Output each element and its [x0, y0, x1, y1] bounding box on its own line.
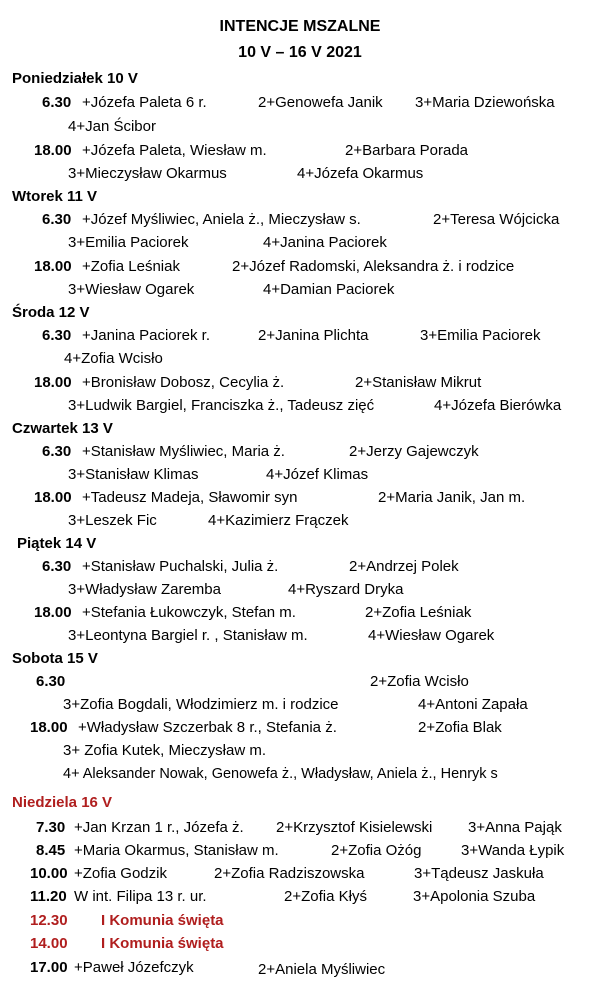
intention: +Józefa Paleta, Wiesław m. [82, 142, 267, 159]
mass-time: 18.00 [34, 258, 72, 275]
day-heading-tuesday: Wtorek 11 V [12, 188, 98, 205]
intention: 4+Antoni Zapała [418, 696, 528, 713]
intention: 4+Jan Ścibor [68, 118, 156, 135]
intention: 2+Janina Plichta [258, 327, 369, 344]
date-range: 10 V – 16 V 2021 [238, 44, 362, 61]
intention: 3+Emilia Paciorek [420, 327, 541, 344]
intention: 4+Zofia Wcisło [64, 350, 163, 367]
intention: 3+Apolonia Szuba [413, 888, 536, 905]
intention: +Maria Okarmus, Stanisław m. [74, 842, 279, 859]
mass-time: 6.30 [42, 443, 72, 460]
intention: 2+Zofia Radziszowska [214, 865, 365, 882]
intention: 2+Barbara Porada [345, 142, 469, 159]
intention: 2+Zofia Ożóg [331, 842, 422, 859]
intention: 3+Wiesław Ogarek [68, 281, 195, 298]
intention: 4+Józef Klimas [266, 466, 369, 483]
mass-time: 7.30 [36, 819, 66, 836]
intention: 3+Władysław Zaremba [68, 581, 221, 598]
intention: 4+ Aleksander Nowak, Genowefa ż., Władysław, Aniela ż., Henryk s [63, 766, 498, 782]
intention: 4+Janina Paciorek [263, 234, 387, 251]
intention: 2+Stanisław Mikrut [355, 374, 482, 391]
intention: 2+Andrzej Polek [349, 558, 459, 575]
first-communion-label: I Komunia święta [101, 935, 224, 952]
day-heading-monday: Poniedziałek 10 V [12, 70, 138, 87]
intention: 2+Zofia Blak [418, 719, 502, 736]
intention: 3+Stanisław Klimas [68, 466, 199, 483]
intention: 2+Krzysztof Kisielewski [276, 819, 433, 836]
mass-time: 17.00 [30, 959, 68, 976]
day-heading-friday: Piątek 14 V [17, 535, 97, 552]
mass-time: 6.30 [42, 211, 72, 228]
mass-time: 6.30 [42, 558, 72, 575]
mass-time: 6.30 [36, 673, 66, 690]
intention: +Zofia Godzik [74, 865, 167, 882]
intention: 4+Ryszard Dryka [288, 581, 404, 598]
intention: +Władysław Szczerbak 8 r., Stefania ż. [78, 719, 337, 736]
intention: 2+Zofia Kłyś [284, 888, 367, 905]
intention: +Jan Krzan 1 r., Józefa ż. [74, 819, 244, 836]
intention: +Janina Paciorek r. [82, 327, 210, 344]
day-heading-wednesday: Środa 12 V [12, 304, 90, 321]
intention: 2+Maria Janik, Jan m. [378, 489, 526, 506]
intention: +Józefa Paleta 6 r. [82, 94, 207, 111]
mass-time: 18.00 [34, 142, 72, 159]
intention: 4+Józefa Bierówka [434, 397, 562, 414]
intention: +Stanisław Myśliwiec, Maria ż. [82, 443, 285, 460]
intention: +Paweł Józefczyk [74, 959, 194, 976]
mass-time: 18.00 [34, 374, 72, 391]
intention: W int. Filipa 13 r. ur. [74, 888, 207, 905]
mass-time: 18.00 [34, 489, 72, 506]
intention: 2+Aniela Myśliwiec [258, 961, 386, 978]
intention: 4+Kazimierz Frączek [208, 512, 349, 529]
first-communion-label: I Komunia święta [101, 912, 224, 929]
intention: 3+Anna Pająk [468, 819, 562, 836]
intention: +Tadeusz Madeja, Sławomir syn [82, 489, 298, 506]
intention: 3+Mieczysław Okarmus [68, 165, 227, 182]
intention: 4+Wiesław Ogarek [368, 627, 495, 644]
intention: 4+Damian Paciorek [263, 281, 395, 298]
mass-time: 12.30 [30, 912, 68, 929]
intention: 2+Zofia Wcisło [370, 673, 469, 690]
intention: +Bronisław Dobosz, Cecylia ż. [82, 374, 285, 391]
mass-time: 11.20 [30, 888, 67, 905]
intention: 2+Genowefa Janik [258, 94, 383, 111]
intention: 3+Tądeusz Jaskuła [414, 865, 544, 882]
intention: 3+Leszek Fic [68, 512, 157, 529]
intention: 4+Józefa Okarmus [297, 165, 424, 182]
intention: 3+ Zofia Kutek, Mieczysław m. [63, 742, 266, 759]
intention: +Zofia Leśniak [82, 258, 180, 275]
intention: 3+Maria Dziewońska [415, 94, 555, 111]
intention: +Stanisław Puchalski, Julia ż. [82, 558, 279, 575]
intention: 3+Ludwik Bargiel, Franciszka ż., Tadeusz zięć [68, 397, 375, 414]
intention: +Józef Myśliwiec, Aniela ż., Mieczysław s. [82, 211, 361, 228]
day-heading-thursday: Czwartek 13 V [12, 420, 113, 437]
mass-time: 8.45 [36, 842, 66, 859]
intention: 3+Leontyna Bargiel r. , Stanisław m. [68, 627, 308, 644]
day-heading-sunday: Niedziela 16 V [12, 794, 113, 811]
mass-time: 18.00 [34, 604, 72, 621]
page-title: INTENCJE MSZALNE [219, 18, 381, 35]
mass-time: 14.00 [30, 935, 68, 952]
day-heading-saturday: Sobota 15 V [12, 650, 98, 667]
intention: 2+Teresa Wójcicka [433, 211, 560, 228]
intention: 2+Józef Radomski, Aleksandra ż. i rodzice [232, 258, 515, 275]
mass-time: 6.30 [42, 327, 72, 344]
mass-time: 18.00 [30, 719, 68, 736]
intention: +Stefania Łukowczyk, Stefan m. [82, 604, 296, 621]
intention: 2+Jerzy Gajewczyk [349, 443, 479, 460]
intention: 2+Zofia Leśniak [365, 604, 472, 621]
mass-time: 10.00 [30, 865, 68, 882]
mass-time: 6.30 [42, 94, 72, 111]
intention: 3+Wanda Łypik [461, 842, 565, 859]
intention: 3+Zofia Bogdali, Włodzimierz m. i rodzice [63, 696, 339, 713]
intention: 3+Emilia Paciorek [68, 234, 189, 251]
